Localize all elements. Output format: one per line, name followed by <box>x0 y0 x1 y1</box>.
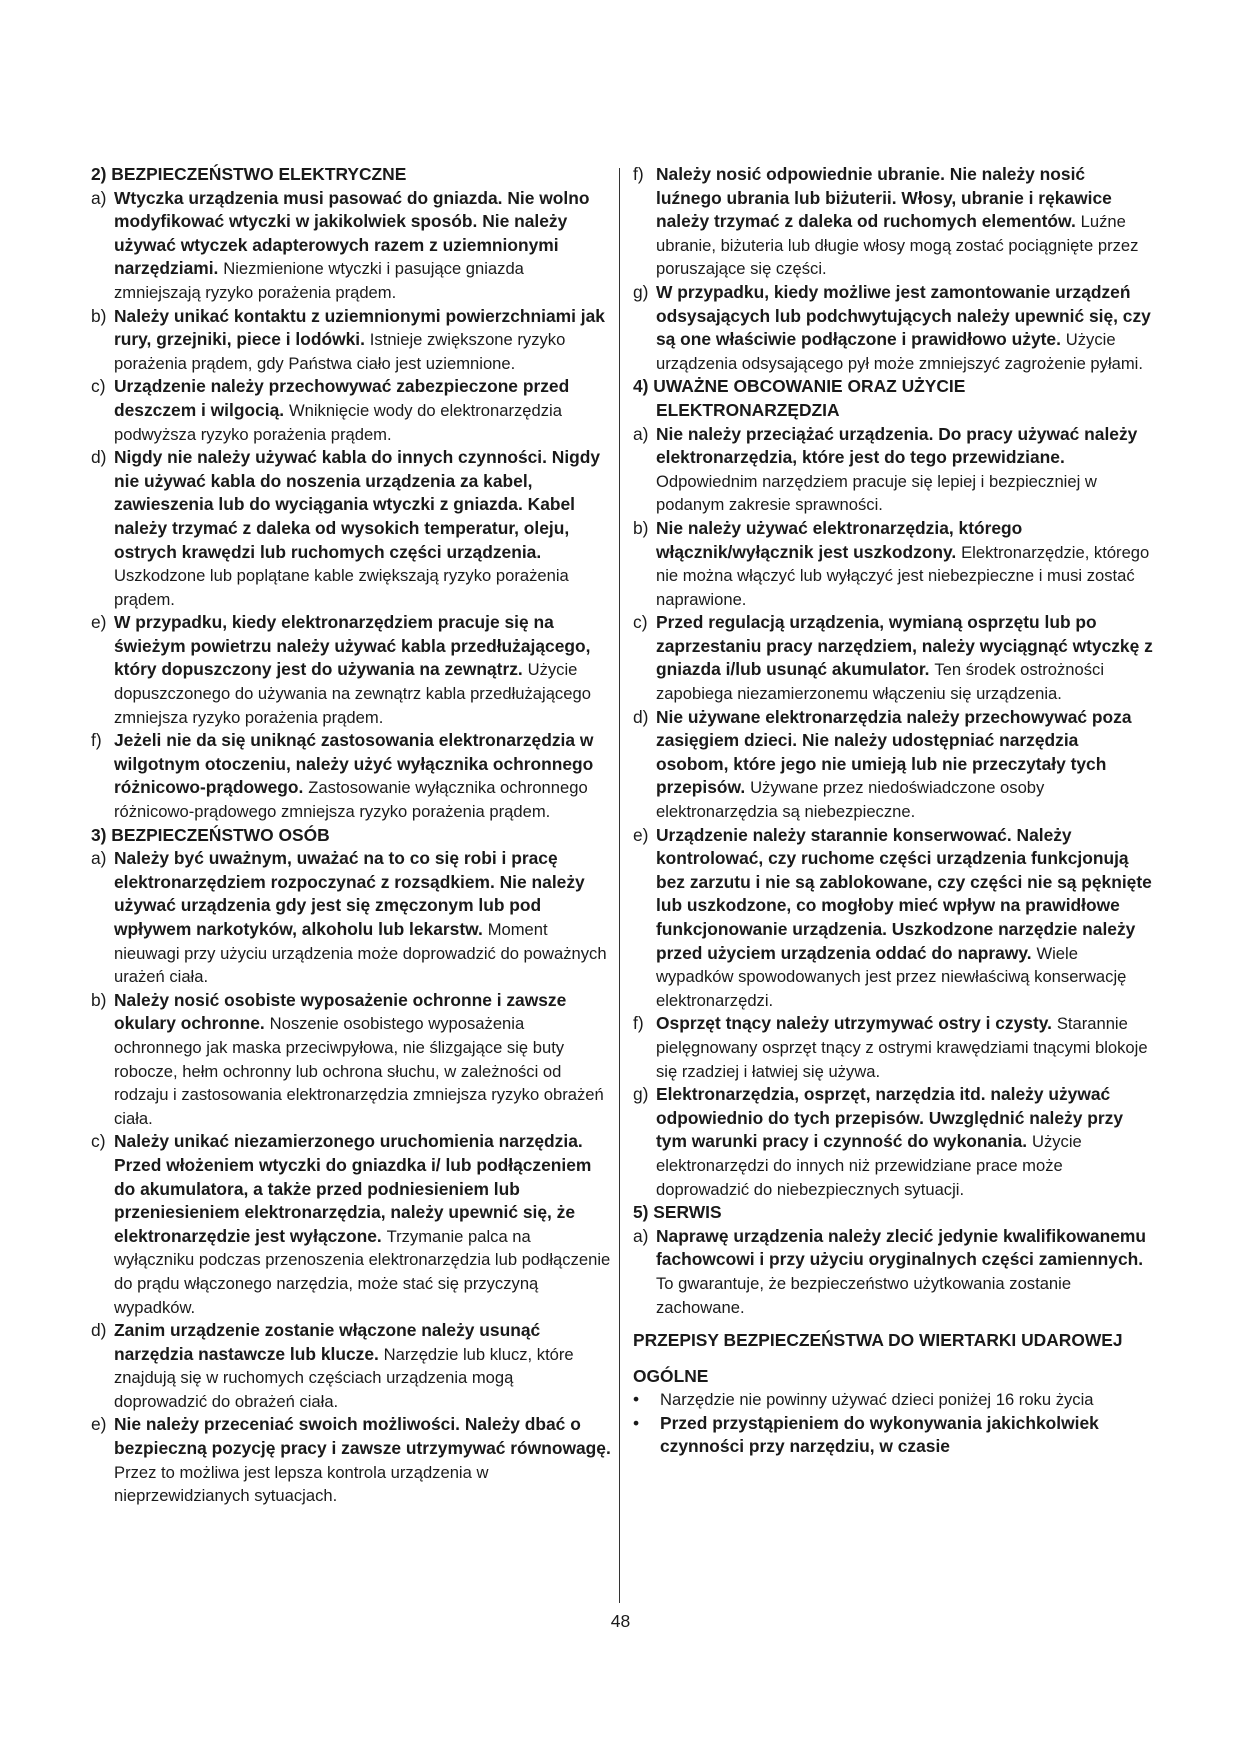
list-item <box>91 446 611 611</box>
item-text: Istnieje zwiększone ryzyko porażenia prądem, gdy Państwa ciało jest uziemnione. <box>114 330 566 373</box>
list-item <box>91 989 611 1131</box>
item-text: Zastosowanie wyłącznika ochronnego różnicowo-prądowego zmniejsza ryzyko porażenia prądem. <box>114 778 588 822</box>
item-bold-text: Należy unikać kontaktu z uziemnionymi powierzchniami jak rury, grzejniki, piece i lodówki. <box>114 305 605 350</box>
item-letter: a) <box>633 423 649 444</box>
bullet-icon: • <box>633 1389 640 1410</box>
item-letter: e) <box>91 612 107 633</box>
spacer <box>633 1353 1153 1365</box>
item-bold-text: Elektronarzędzia, osprzęt, narzędzia itd. należy używać odpowiednio do tych przepisów. Uwzględnić należy przy tym warunki pracy i czynność do wykonania. <box>656 1084 1124 1152</box>
item-bold-text: Wtyczka urządzenia musi pasować do gniazda. Nie wolno modyfikować wtyczki w jakikolwiek sposób. Nie należy używać wtyczek adapterowych razem z uziemnionymi narzędziami. <box>114 187 590 279</box>
list-item <box>633 517 1153 611</box>
list-item <box>633 1083 1153 1201</box>
item-text: Elektronarzędzie, którego nie można włączyć lub wyłączyć jest niebezpieczne i musi zostać naprawione. <box>656 542 1150 609</box>
list-item <box>633 281 1153 375</box>
list-item <box>91 729 611 823</box>
item-text: Noszenie osobistego wyposażenia ochronnego jak maska przeciwpyłowa, nie ślizgające się buty robocze, hełm ochronny lub ochrona słuchu, w zależności od rodzaju i zastosowania elektronarzędzia zmniejsza ryzyko obrażeń ciała. <box>114 1014 604 1128</box>
spacer <box>633 1319 1153 1329</box>
list-item <box>633 163 1153 281</box>
item-bold-text: Osprzęt tnący należy utrzymywać ostry i czysty. <box>656 1013 1052 1034</box>
item-letter: f) <box>91 730 102 751</box>
item-bold-text: Należy być uważnym, uważać na to co się robi i pracę elektronarzędziem rozpoczynać z rozsądkiem. Nie należy używać urządzenia gdy jest się zmęczonym lub pod wpływem narkotyków, alkoholu lub lekarstw. <box>114 848 585 939</box>
item-text: Trzymanie palca na wyłączniku podczas przenoszenia elektronarzędzia lub podłączenie do prądu włączonego narzędzia, może stać się przyczyną wypadków. <box>114 1226 611 1317</box>
item-letter: d) <box>91 447 107 468</box>
bullet-item <box>633 1412 1153 1459</box>
item-text: Używane przez niedoświadczone osoby elektronarzędzia są niebezpieczne. <box>656 778 1045 822</box>
item-text: Przez to możliwa jest lepsza kontrola urządzenia w nieprzewidzianych sytuacjach. <box>114 1462 489 1506</box>
item-text: Luźne ubranie, biżuteria lub długie włosy mogą zostać pociągnięte przez poruszające się części. <box>656 212 1139 279</box>
list-item <box>633 611 1153 705</box>
item-letter: a) <box>633 1225 649 1246</box>
list-item <box>633 1225 1153 1319</box>
item-bold-text: Zanim urządzenie zostanie włączone należy usunąć narzędzia nastawcze lub klucze. <box>114 1320 541 1364</box>
item-text: Moment nieuwagi przy użyciu urządzenia może doprowadzić do poważnych urażeń ciała. <box>114 920 607 987</box>
page-number: 48 <box>610 1611 631 1631</box>
list-item <box>633 706 1153 824</box>
list-item <box>91 611 611 729</box>
list-item <box>91 305 611 376</box>
item-letter: c) <box>633 612 648 633</box>
list-item <box>91 1130 611 1319</box>
item-text: Starannie pielęgnowany osprzęt tnący z ostrymi krawędziami tnącymi blokoje się rzadziej i łatwiej się używa. <box>656 1014 1148 1081</box>
item-letter: e) <box>633 824 649 845</box>
item-letter: d) <box>633 706 649 727</box>
list-item <box>633 824 1153 1013</box>
item-text: To gwarantuje, że bezpieczeństwo użytkowania zostanie zachowane. <box>656 1273 1072 1317</box>
item-letter: b) <box>91 305 107 326</box>
item-letter: c) <box>91 1131 106 1152</box>
item-text: Uszkodzone lub poplątane kable zwiększają ryzyko porażenia prądem. <box>114 566 569 609</box>
item-bold-text: Należy nosić osobiste wyposażenie ochronne i zawsze okulary ochronne. <box>114 989 567 1034</box>
item-text: Narzędzie lub klucz, które znajdują się w ruchomych częściach urządzenia mogą doprowadzić do obrażeń ciała. <box>114 1344 574 1411</box>
item-bold-text: Nigdy nie należy używać kabla do innych czynności. Nigdy nie używać kabla do noszenia urządzenia za kabel, zawieszenia lub do wyciągania wtyczki z gniazda. Kabel należy trzymać z daleka od wysokich temperatur, oleju, ostrych krawędzi lub ruchomych części urządzenia. <box>114 447 601 562</box>
list-item <box>633 1012 1153 1083</box>
item-bold-text: Jeżeli nie da się uniknąć zastosowania elektronarzędzia w wilgotnym otoczeniu, należy użyć wyłącznika ochronnego różnicowo-prądowego. <box>114 730 594 798</box>
list-item <box>91 1319 611 1413</box>
item-letter: g) <box>633 1084 649 1105</box>
item-text: Odpowiednim narzędziem pracuje się lepiej i bezpieczniej w podanym zakresie sprawności. <box>656 471 1097 515</box>
section-heading-tool-use: 4) UWAŻNE OBCOWANIE ORAZ UŻYCIE ELEKTRONARZĘDZIA <box>633 376 966 420</box>
column-divider <box>619 168 620 1603</box>
list-item <box>91 187 611 305</box>
bullet-bold-text: Przed przystąpieniem do wykonywania jakichkolwiek czynności przy narzędziu, w czasie <box>660 1412 1099 1457</box>
item-bold-text: Urządzenie należy starannie konserwować. Należy kontrolować, czy ruchome części urządzenia funkcjonują bez zarzutu i nie są zablokowane, czy części nie są pęknięte lub uszkodzone, co mogłoby mieć wpływ na prawidłowe funkcjonowanie urządzenia. Uszkodzone narzędzie należy przed użyciem urządzenia oddać do naprawy. <box>656 824 1152 963</box>
item-letter: c) <box>91 376 106 397</box>
item-text: Wniknięcie wody do elektronarzędzia podwyższa ryzyko porażenia prądem. <box>114 400 562 444</box>
item-bold-text: Nie używane elektronarzędzia należy przechowywać poza zasięgiem dzieci. Nie należy udostępniać narzędzia osobom, które jego nie umieją lub nie przeczytały tych przepisów. <box>656 706 1132 798</box>
item-bold-text: Naprawę urządzenia należy zlecić jedynie kwalifikowanemu fachowcowi i przy użyciu oryginalnych części zamiennych. <box>656 1225 1147 1270</box>
item-text: Użycie urządzenia odsysającego pył może zmniejszyć zagrożenie pyłami. <box>656 330 1143 373</box>
left-column <box>91 163 611 1508</box>
item-letter: d) <box>91 1320 107 1341</box>
item-bold-text: Nie należy przeciążać urządzenia. Do pracy używać należy elektronarzędzia, które jest do tego przewidziane. <box>656 423 1138 468</box>
item-text: Niezmienione wtyczki i pasujące gniazda zmniejszają ryzyko porażenia prądem. <box>114 259 524 302</box>
bullet-icon: • <box>633 1412 640 1433</box>
list-item <box>633 423 1153 517</box>
section-heading-electrical: 2) BEZPIECZEŃSTWO ELEKTRYCZNE <box>91 164 407 184</box>
item-text: Użycie elektronarzędzi do innych niż przewidziane prace może doprowadzić do niebezpiecznych sytuacji. <box>656 1132 1082 1199</box>
item-text: Wiele wypadków spowodowanych jest przez niewłaściwą konserwację elektronarzędzi. <box>656 943 1127 1010</box>
item-letter: b) <box>633 517 649 538</box>
list-item <box>91 1413 611 1507</box>
item-text: Użycie dopuszczonego do używania na zewnątrz kabla przedłużającego zmniejsza ryzyko porażenia prądem. <box>114 660 591 727</box>
item-bold-text: W przypadku, kiedy elektronarzędziem pracuje się na świeżym powietrzu należy używać kabla przedłużającego, który dopuszczony jest do używania na zewnątrz. <box>114 612 591 680</box>
item-bold-text: Nie należy przeceniać swoich możliwości. Należy dbać o bezpieczną pozycję pracy i zawsze utrzymywać równowagę. <box>114 1414 611 1459</box>
bullet-text: Narzędzie nie powinny używać dzieci poniżej 16 roku życia <box>660 1390 1094 1410</box>
list-item <box>91 847 611 989</box>
list-item <box>91 375 611 446</box>
item-letter: a) <box>91 848 107 869</box>
item-bold-text: Urządzenie należy przechowywać zabezpieczone przed deszczem i wilgocią. <box>114 376 570 420</box>
section-heading-drill-safety: PRZEPISY BEZPIECZEŃSTWA DO WIERTARKI UDAROWEJ <box>633 1330 1123 1351</box>
item-letter: e) <box>91 1414 107 1435</box>
item-text: Ten środek ostrożności zapobiega niezamierzonemu włączeniu się urządzenia. <box>656 660 1105 704</box>
item-bold-text: Należy nosić odpowiednie ubranie. Nie należy nosić luźnego ubrania lub biżuterii. Włosy, ubranie i rękawice należy trzymać z daleka od ruchomych elementów. <box>656 164 1112 232</box>
section-heading-general: OGÓLNE <box>633 1365 709 1386</box>
item-letter: b) <box>91 989 107 1010</box>
item-letter: a) <box>91 187 107 208</box>
item-letter: g) <box>633 281 649 302</box>
item-bold-text: Przed regulacją urządzenia, wymianą osprzętu lub po zaprzestaniu pracy narzędziem, należy wyciągnąć wtyczkę z gniazda i/lub usunąć akumulator. <box>656 612 1153 680</box>
item-bold-text: Należy unikać niezamierzonego uruchomienia narzędzia. Przed włożeniem wtyczki do gniazdka i/ lub podłączeniem do akumulatora, a także przed podniesieniem lub przeniesieniem elektronarzędzia, należy upewnić się, że elektronarzędzie jest wyłączone. <box>114 1131 592 1246</box>
item-letter: f) <box>633 164 644 184</box>
bullet-item <box>633 1388 1153 1412</box>
item-letter: f) <box>633 1013 644 1034</box>
section-heading-personal: 3) BEZPIECZEŃSTWO OSÓB <box>91 824 330 845</box>
item-bold-text: W przypadku, kiedy możliwe jest zamontowanie urządzeń odsysających lub podchwytujących należy upewnić się, czy są one właściwie podłączone i prawidłowo użyte. <box>656 281 1151 350</box>
item-bold-text: Nie należy używać elektronarzędzia, którego włącznik/wyłącznik jest uszkodzony. <box>656 517 1023 562</box>
section-heading-service: 5) SERWIS <box>633 1202 722 1223</box>
right-column <box>633 163 1153 1459</box>
